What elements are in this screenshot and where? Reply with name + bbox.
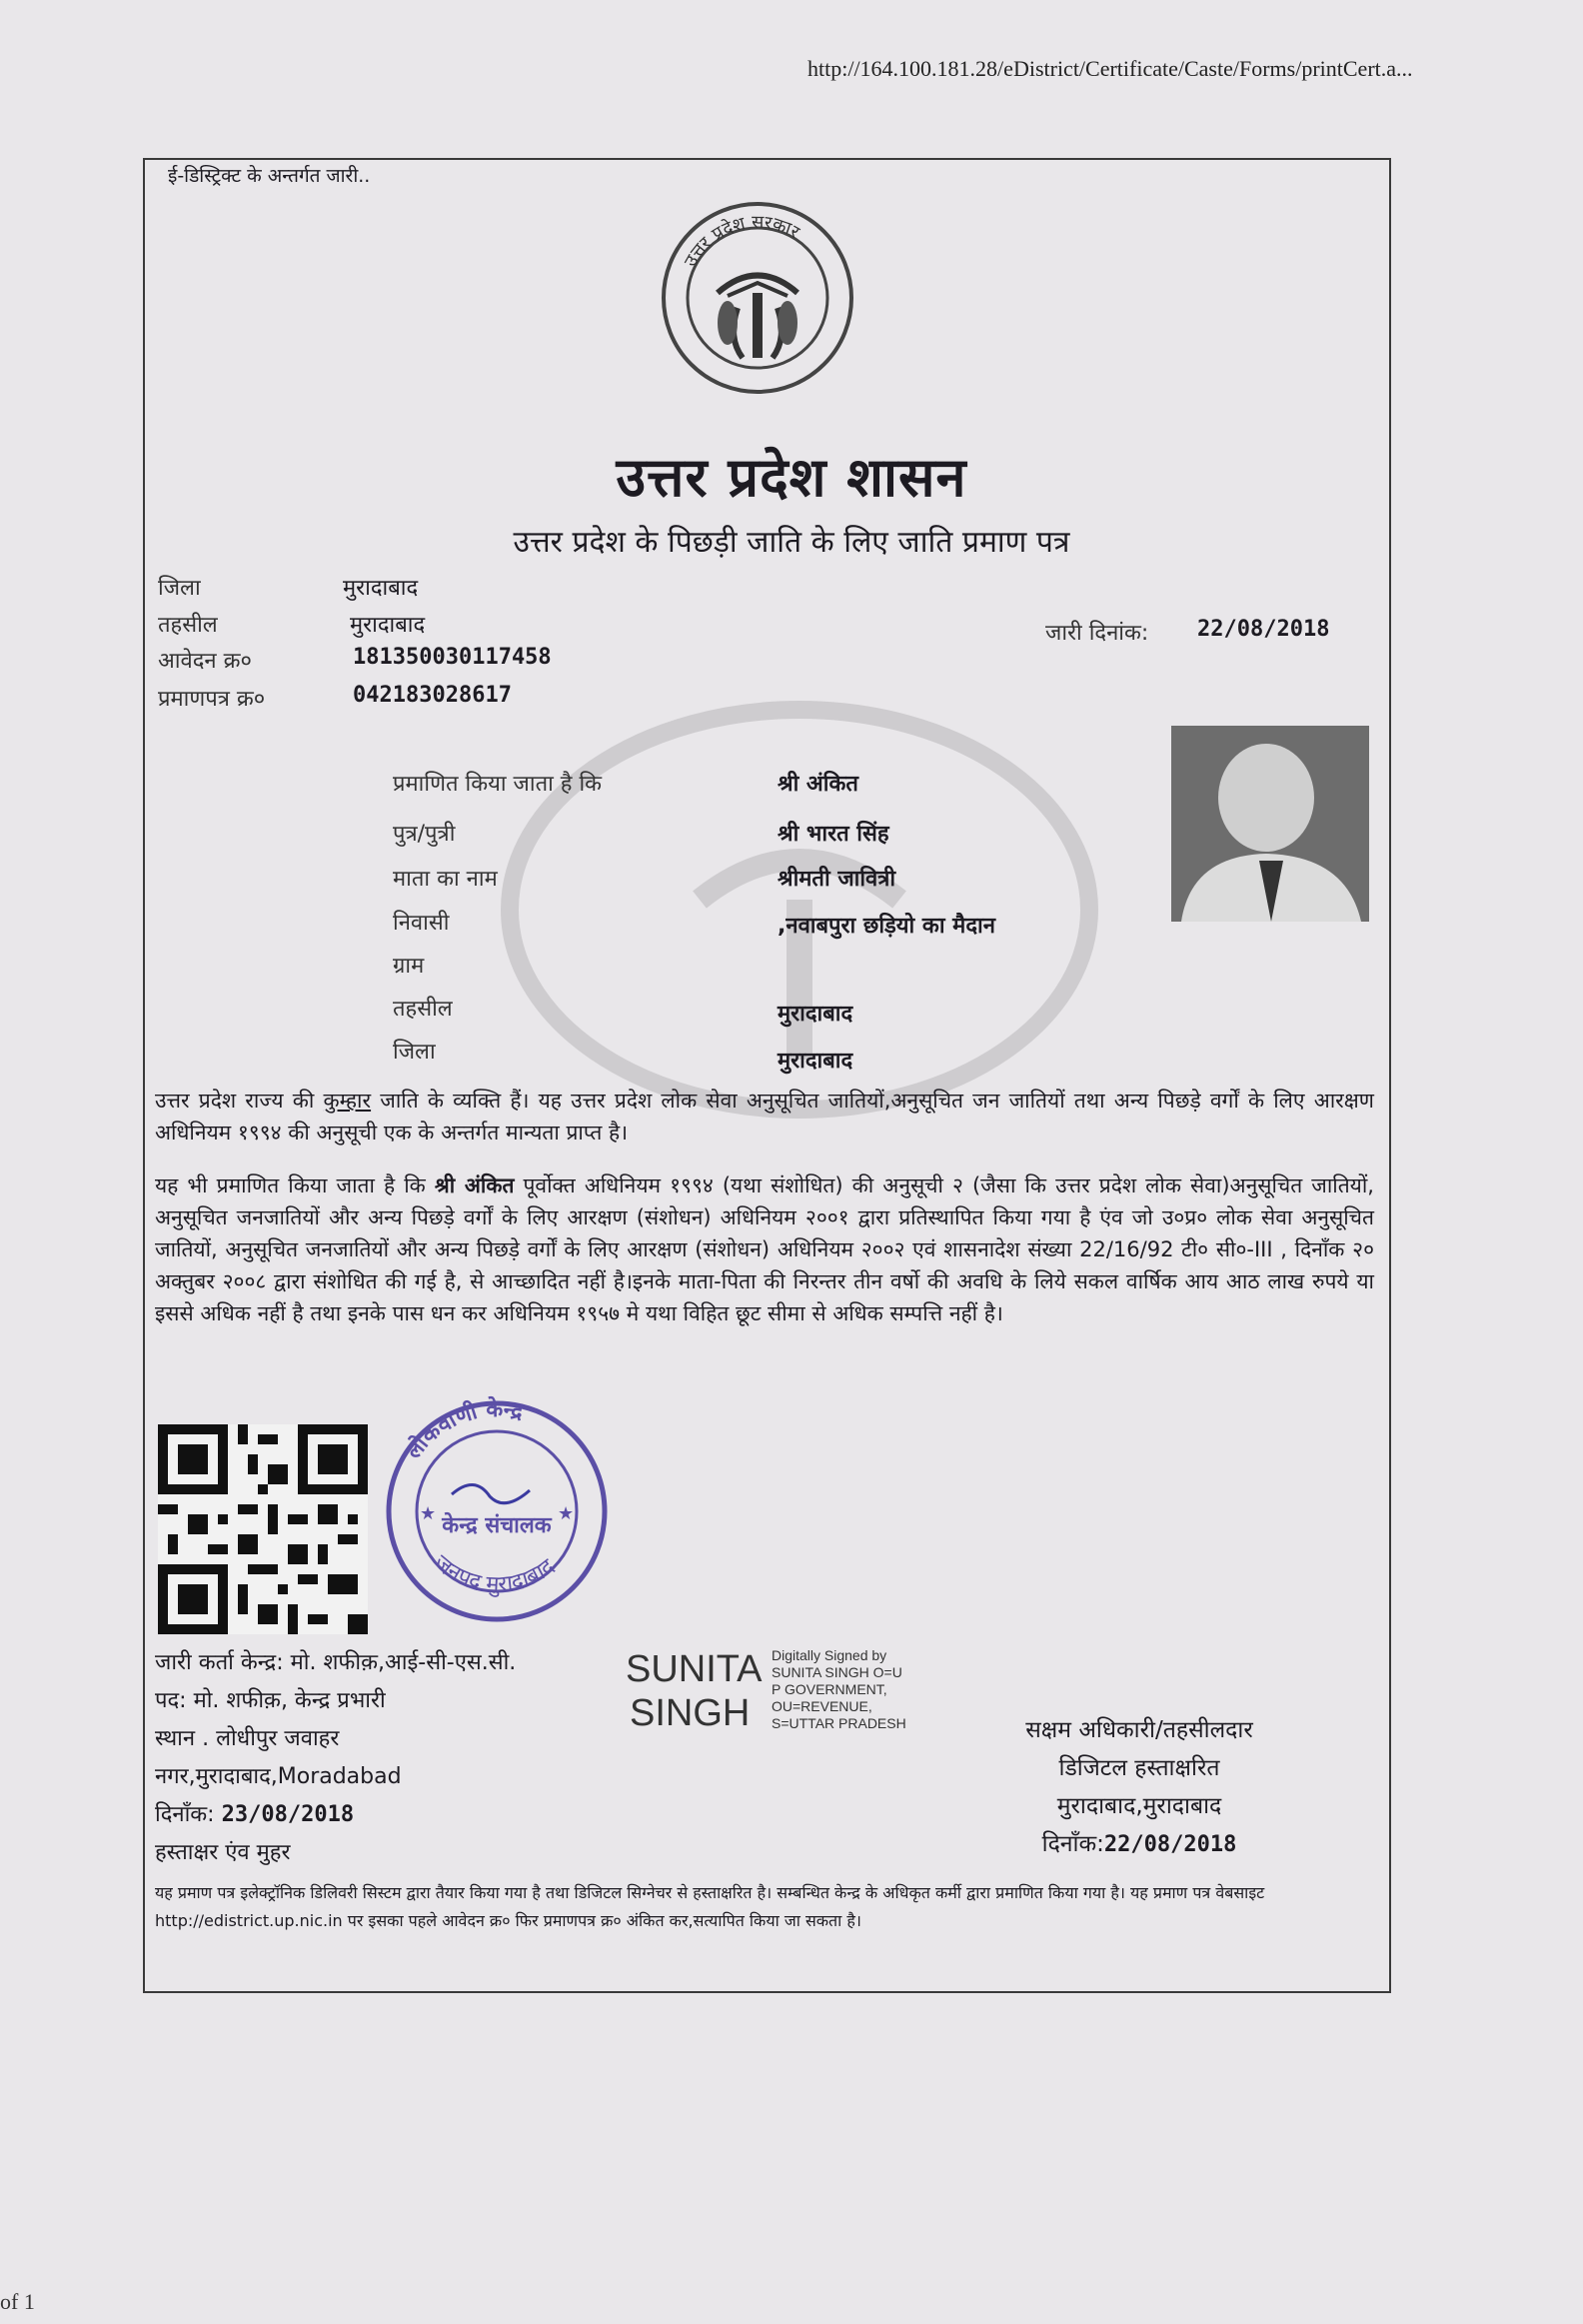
issue-date: 22/08/2018: [1197, 617, 1330, 642]
district-label: जिला: [158, 576, 201, 601]
para2-prefix: यह भी प्रमाणित किया जाता है कि: [155, 1173, 426, 1197]
issuer-date-row: [155, 1796, 516, 1834]
signature-detail: Digitally Signed by: [772, 1647, 887, 1663]
authority-date-label: दिनाँक:: [1041, 1831, 1104, 1857]
certificate-number: 042183028617: [353, 683, 512, 708]
authority-title: सक्षम अधिकारी/तहसीलदार: [1025, 1717, 1253, 1743]
centre-seal: [380, 1394, 615, 1629]
svg-text:उत्तर प्रदेश सरकार: उत्तर प्रदेश सरकार: [680, 211, 803, 271]
detail-label: माता का नाम: [393, 867, 498, 892]
document-title: उत्तर प्रदेश शासन: [616, 446, 967, 509]
authority-date-row: [939, 1825, 1339, 1864]
detail-label: प्रमाणित किया जाता है कि: [393, 772, 603, 797]
application-number: 181350030117458: [353, 645, 552, 670]
detail-label: जिला: [393, 1040, 436, 1065]
svg-text:★: ★: [420, 1503, 437, 1524]
svg-text:केन्द्र संचालक: केन्द्र संचालक: [442, 1513, 552, 1538]
issuer-place-line1: स्थान . लोधीपुर जवाहर: [155, 1726, 340, 1751]
detail-label: तहसील: [393, 997, 453, 1022]
detail-district: मुरादाबाद: [778, 1049, 853, 1074]
svg-text:★: ★: [558, 1503, 575, 1524]
document-subtitle: उत्तर प्रदेश के पिछड़ी जाति के लिए जाति प्रमाण पत्र: [513, 525, 1070, 560]
issuer-date-label: दिनाँक:: [155, 1802, 215, 1827]
issuer-post: पद: मो. शफीक़, केन्द्र प्रभारी: [155, 1688, 386, 1713]
residence: ,नवाबपुरा छड़ियो का मैदान: [778, 914, 995, 939]
caste-declaration: [155, 1085, 1374, 1149]
father-name: श्री भारत सिंह: [778, 822, 889, 847]
para1-prefix: उत्तर प्रदेश राज्य की: [155, 1089, 315, 1113]
issuer-place-line2: नगर,मुरादाबाद,Moradabad: [155, 1764, 402, 1789]
para2-suffix: पूर्वोक्त अधिनियम १९९४ (यथा संशोधित) की अनुसूची २ (जैसा कि उत्तर प्रदेश लोक सेवा)अनुसूचित जातियों, अनुसूचित जनजातियों और अन्य पिछड़े वर्गों के लिए आरक्षण (संशोधन) अधिनियम २००१ द्वारा प्रतिस्थापित किया गया है एंव जो उ०प्र० लोक सेवा अनुसूचित जातियों, अनुसूचित जनजातियों और अन्य पिछड़े वर्गों के लिए आरक्षण (संशोधन) अधिनियम २००२ एवं शासनादेश संख्या 22/16/92 टी० सी०-III , दिनाँक २० अक्तुबर २००८ द्वारा संशोधित की गई है, से आच्छादित नहीं है।इनके माता-पिता की निरन्तर तीन वर्षो की अवधि के लिये सकल वार्षिक आय आठ लाख रुपये या इससे अधिक नहीं है तथा इनके पास धन कर अधिनियम १९५७ मे यथा विहित छूट सीमा से अधिक सम्पत्ति नहीं है।: [155, 1173, 1374, 1325]
detail-label: पुत्र/पुत्री: [393, 822, 456, 847]
up-government-emblem: [658, 198, 857, 398]
detail-tehsil: मुरादाबाद: [778, 1002, 853, 1027]
applicant-name: श्री अंकित: [778, 772, 858, 797]
authority-date: 22/08/2018: [1103, 1832, 1237, 1857]
detail-label: निवासी: [393, 911, 450, 936]
detail-label: ग्राम: [393, 954, 425, 979]
tehsil-label: तहसील: [158, 613, 218, 638]
signature-detail: S=UTTAR PRADESH: [772, 1715, 906, 1731]
print-url: http://164.100.181.28/eDistrict/Certificate/Caste/Forms/printCert.a...: [807, 56, 1413, 81]
creamy-layer-declaration: [155, 1169, 1374, 1329]
para2-name: श्री अंकित: [434, 1173, 515, 1197]
issue-date-label: जारी दिनांक:: [1045, 621, 1149, 646]
caste-name: कुम्हार: [323, 1089, 372, 1113]
signer-name-line1: SUNITA: [626, 1648, 763, 1690]
issuer-centre: जारी कर्ता केन्द्र: मो. शफीक़,आई-सी-एस.सी.: [155, 1650, 517, 1675]
district-value: मुरादाबाद: [343, 576, 419, 601]
verification-footnote: यह प्रमाण पत्र इलेक्ट्रॉनिक डिलिवरी सिस्टम द्वारा तैयार किया गया है तथा डिजिटल सिग्नेचर से हस्ताक्षरित है। सम्बन्धित केन्द्र के अधिकृत कर्मी द्वारा प्रमाणित किया गया है। यह प्रमाण पत्र वेबसाइट http://edistrict.up.nic.in पर इसका पहले आवेदन क्र० फिर प्रमाणपत्र क्र० अंकित कर,सत्यापित किया जा सकता है।: [155, 1883, 1265, 1930]
signature-details: [772, 1647, 906, 1732]
para1-suffix: जाति के व्यक्ति हैं। यह उत्तर प्रदेश लोक सेवा अनुसूचित जातियों,अनुसूचित जन जातियों तथा अन्य पिछड़े वर्गों के लिए आरक्षण अधिनियम १९९४ की अनुसूची एक के अन्तर्गत मान्यता प्राप्त है।: [155, 1089, 1374, 1145]
certificate-label: प्रमाणपत्र क्र०: [158, 687, 266, 712]
applicant-photo: [1171, 726, 1369, 922]
page-count: of 1: [0, 2289, 35, 2314]
issuer-block: [155, 1644, 516, 1872]
mother-name: श्रीमती जावित्री: [778, 867, 896, 892]
authority-location: मुरादाबाद,मुरादाबाद: [1056, 1793, 1222, 1819]
signer-name-line2: SINGH: [630, 1692, 751, 1734]
signature-detail: OU=REVENUE,: [772, 1698, 872, 1714]
signature-detail: SUNITA SINGH O=U: [772, 1664, 902, 1680]
digital-signature: [626, 1647, 763, 1735]
authority-signed: डिजिटल हस्ताक्षरित: [1058, 1755, 1220, 1781]
signature-detail: P GOVERNMENT,: [772, 1681, 887, 1697]
application-label: आवेदन क्र०: [158, 649, 252, 674]
svg-text:लोकवाणी केन्द्र: लोकवाणी केन्द्र: [401, 1396, 526, 1464]
svg-text:जनपद मुरादाबाद: जनपद मुरादाबाद: [429, 1550, 560, 1598]
authority-block: [939, 1711, 1339, 1864]
issuer-sign-label: हस्ताक्षर एंव मुहर: [155, 1840, 291, 1865]
issuer-date: 23/08/2018: [221, 1802, 355, 1827]
issued-under-note: ई-डिस्ट्रिक्ट के अन्तर्गत जारी..: [168, 165, 371, 187]
qr-code: [158, 1424, 368, 1634]
person-silhouette-icon: [1171, 726, 1369, 922]
tehsil-value: मुरादाबाद: [350, 613, 426, 638]
